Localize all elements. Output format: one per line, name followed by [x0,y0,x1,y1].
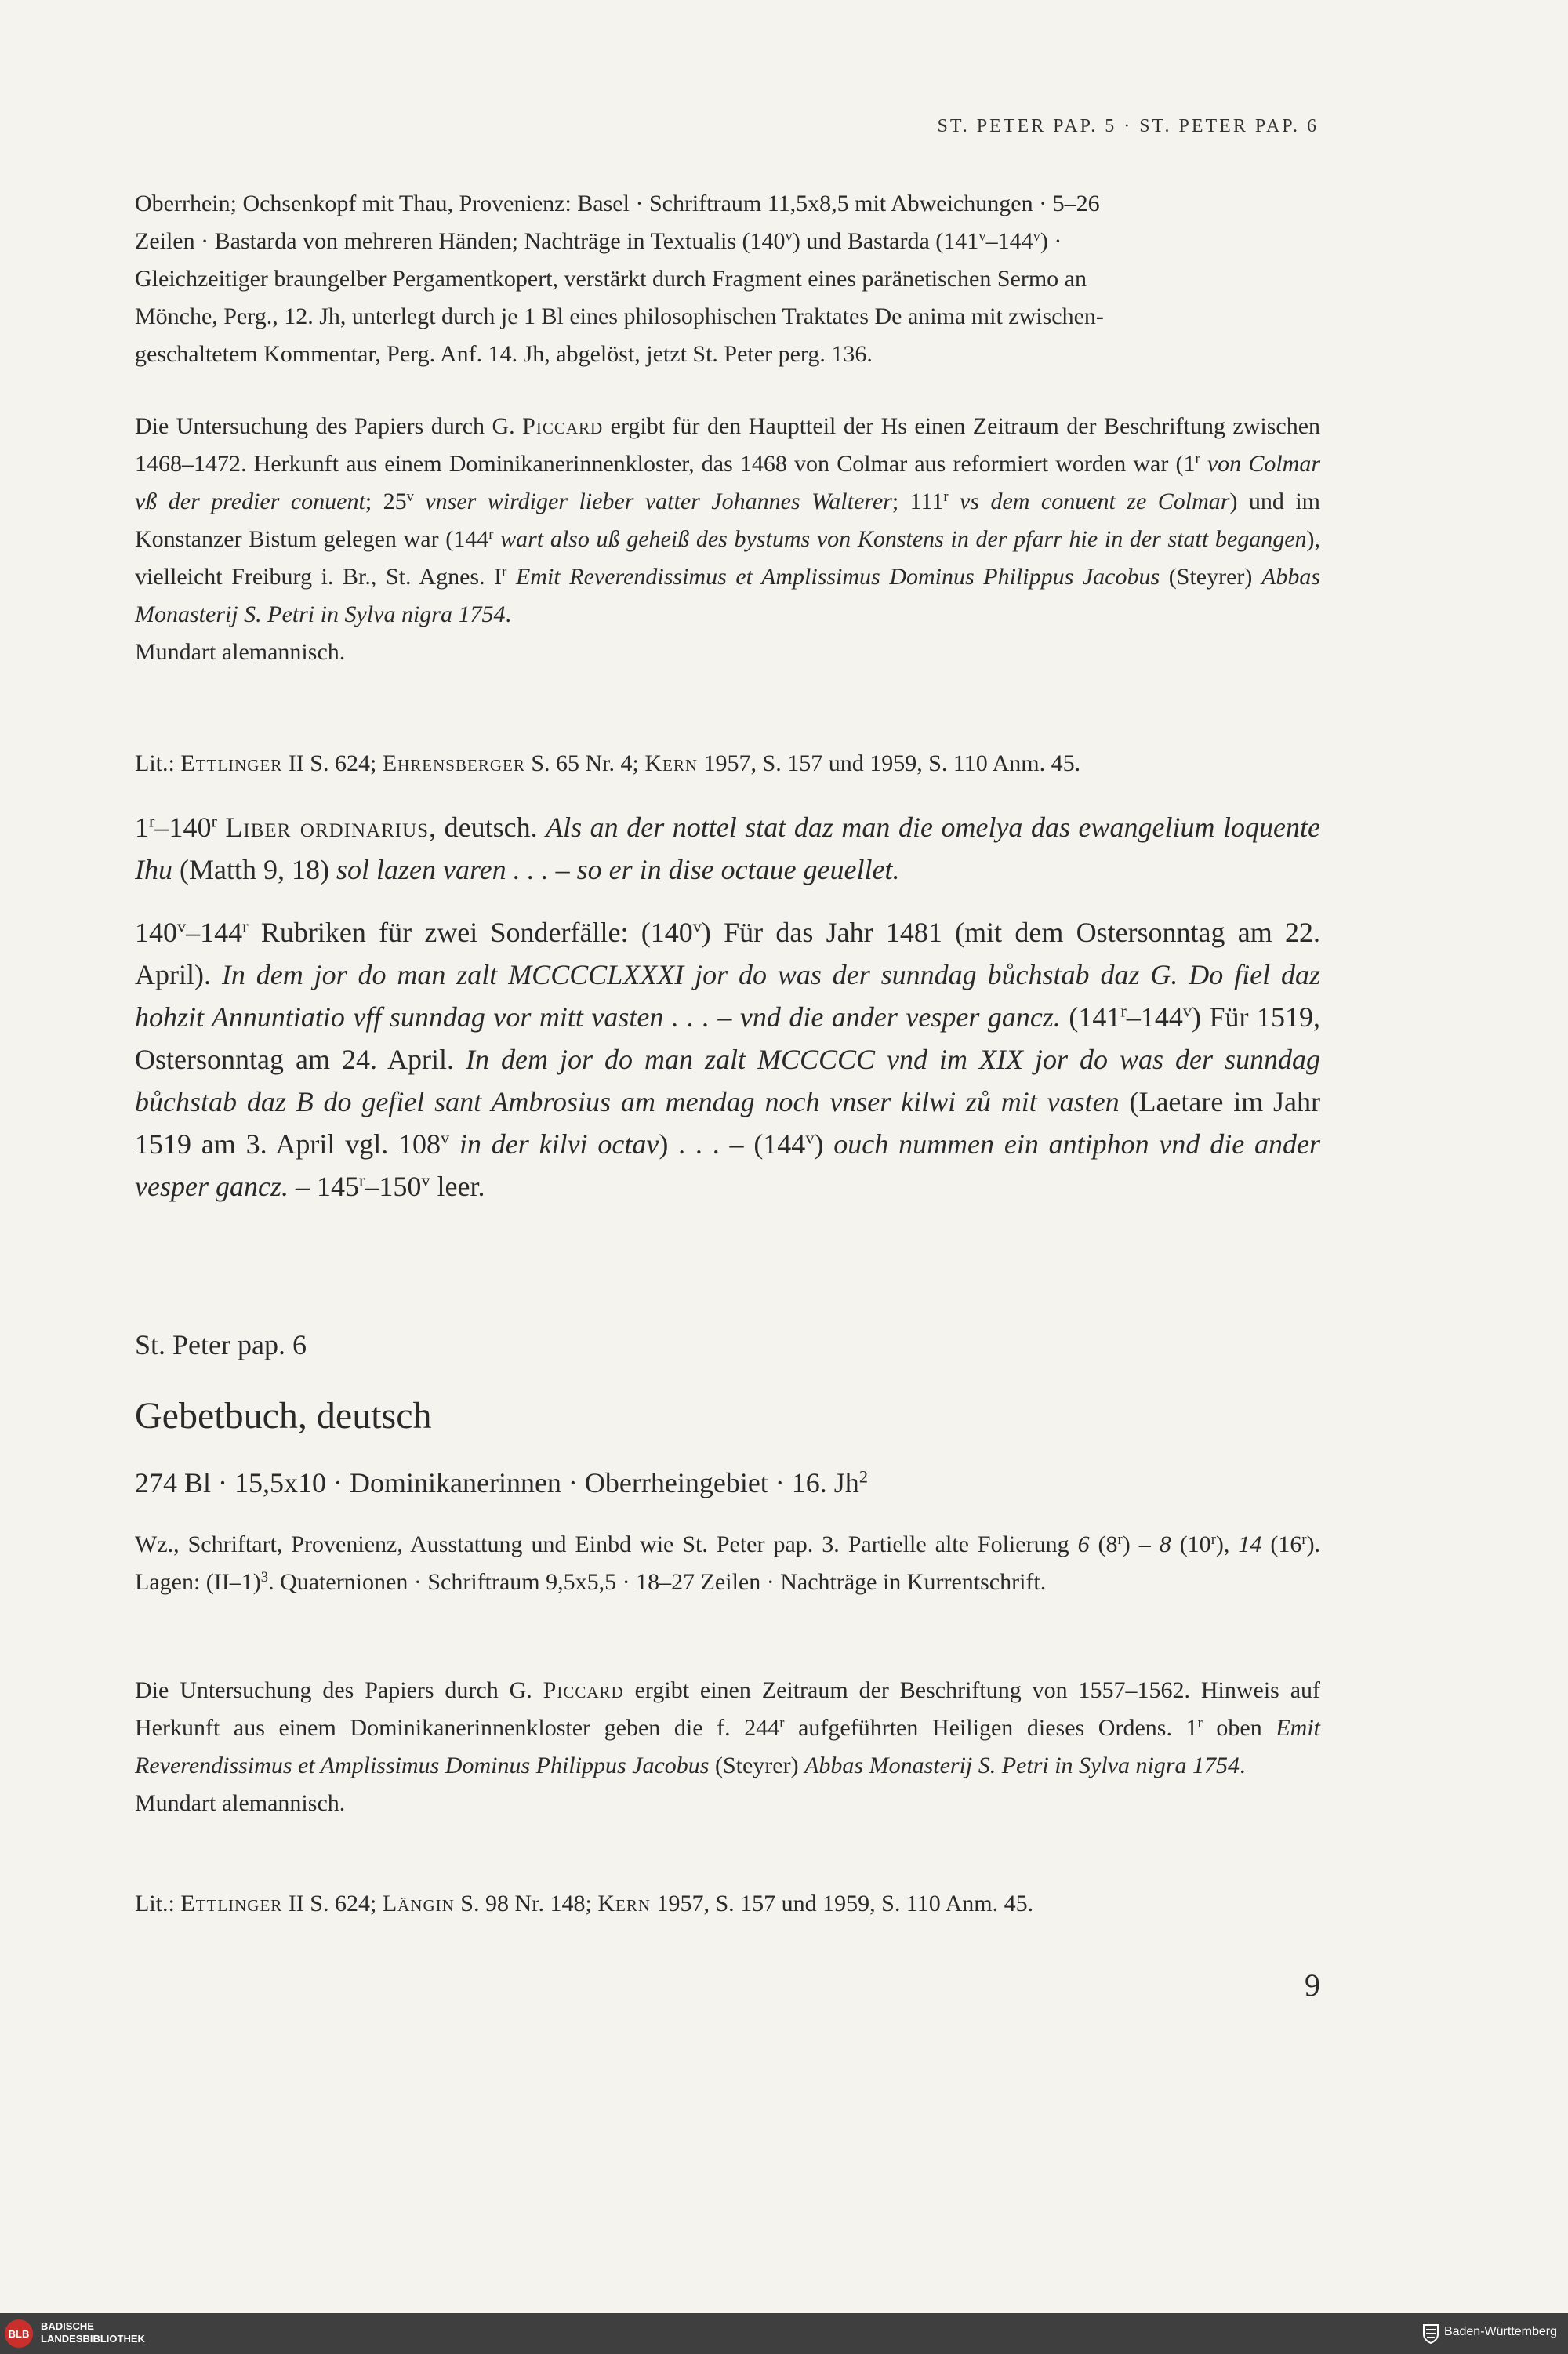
dialect-line: Mundart alemannisch. [135,639,346,665]
page-number: 9 [1305,1967,1320,2003]
signature-heading: St. Peter pap. 6 [135,1329,307,1360]
desc-line: Mönche, Perg., 12. Jh, unterlegt durch je 1 Bl eines philosophischen Traktates De anima mit zwischen- [135,303,1104,329]
analysis-paragraph: Die Untersuchung des Papiers durch G. Piccard ergibt für den Hauptteil der Hs einen Zeitraum der Beschriftung zwischen 1468–1472. Herkunft aus einem Dominikanerinnenkloster, das 1468 von Colmar aus reformiert worden war (1$^r$ von Colmar vß der predier conuent; 25$^v$ vnser wirdiger lieber vatter Johannes Walterer; 111$^r$ vs dem conuent ze Colmar) und im Konstanzer Bistum gelegen war (144$^r$ wart also uß geheiß des bystums von Konstens in der pfarr hie in der statt begangen), vielleicht Freiburg i. Br., St. Agnes. $I^r$ Emit Reverendissimus et Amplissimus Dominus Philippus Jacobus (Steyrer) Abbas Monasterij S. Petri in Sylva nigra 1754. [135,413,1321,627]
blb-logo-icon[interactable]: BLB [5,2319,33,2348]
viewer-footer [0,2313,1568,2354]
pap5-analysis [135,408,1320,671]
dialect-line: Mundart alemannisch. [135,1790,346,1816]
analysis-paragraph: Die Untersuchung des Papiers durch G. Piccard ergibt einen Zeitraum der Beschriftung von 1557–1562. Hinweis auf Herkunft aus einem Dominikanerinnenkloster geben die f. 244$^r$ aufgeführten Heiligen dieses Ordens. 1$^r$ oben Emit Reverendissimus et Amplissimus Dominus Philippus Jacobus (Steyrer) Abbas Monasterij S. Petri in Sylva nigra 1754. [135,1677,1321,1778]
pap5-entry-rubriken: 140$^v$–144$^r$ Rubriken für zwei Sonderfälle: (140$^v$) Für das Jahr 1481 (mit dem Ostersonntag am 22. April). In dem jor do man zalt MCCCCLXXXI jor do was der sunndag bůchstab daz G. Do fiel daz hohzit Annuntiatio vff sunndag vor mitt vasten . . . – vnd die ander vesper gancz. (141$^r$–144$^v$) Für 1519, Ostersonntag am 24. April. In dem jor do man zalt MCCCCC vnd im XIX jor do was der sunndag bůchstab daz B do gefiel sant Ambrosius am mendag noch vnser kilwi zů mit vasten (Laetare im Jahr 1519 am 3. April vgl. 108$^v$ in der kilvi octav) . . . – (144$^v$) ouch nummen ein antiphon vnd die ander vesper gancz. – 145$^r$–150$^v$ leer. [135,916,1321,1202]
pap6-summary-line: 274 Bl · 15,5x10 · Dominikanerinnen · Oberrheingebiet · 16. Jh$^2$ [135,1466,868,1498]
coat-of-arms-icon [1419,2322,1443,2345]
desc-line: geschaltetem Kommentar, Perg. Anf. 14. Jh, abgelöst, jetzt St. Peter perg. 136. [135,341,873,367]
pap5-literature: Lit.: Ettlinger II S. 624; Ehrensberger S. 65 Nr. 4; Kern 1957, S. 157 und 1959, S. 110 Anm. 45. [135,750,1081,776]
desc-line: Oberrhein; Ochsenkopf mit Thau, Provenienz: Basel · Schriftraum 11,5x8,5 mit Abweichungen · 5–26 [135,191,1100,216]
pap6-description: Wz., Schriftart, Provenienz, Ausstattung und Einbd wie St. Peter pap. 3. Partielle alte Folierung 6 (8$^r$) – 8 (10$^r$), 14 (16$^r$). Lagen: $(II-1)^3$. Quaternionen · Schriftraum 9,5x5,5 · 18–27 Zeilen · Nachträge in Kurrentschrift. [135,1531,1321,1595]
pap5-description [135,185,1320,373]
pap6-literature: Lit.: Ettlinger II S. 624; Längin S. 98 Nr. 148; Kern 1957, S. 157 und 1959, S. 110 Anm. 45. [135,1891,1034,1916]
desc-line: Zeilen · Bastarda von mehreren Händen; Nachträge in Textualis (140$^v$) und Bastarda $(141^v-144^v)$ · [135,227,1062,254]
library-name: BADISCHE LANDESBIBLIOTHEK [41,2320,145,2345]
state-label: Baden-Württemberg [1443,2325,1557,2338]
pap6-analysis [135,1672,1320,1822]
pap5-entry-liber-ordinarius: 1$^r$–140$^r$ Liber ordinarius, deutsch. Als an der nottel stat daz man die omelya das ewangelium loquente Ihu (Matth 9, 18) sol lazen varen . . . – so er in dise octaue geuellet. [135,811,1320,885]
running-head: ST. PETER PAP. 5 · ST. PETER PAP. 6 [937,116,1319,136]
page-title: Gebetbuch, deutsch [135,1395,432,1437]
desc-line: Gleichzeitiger braungelber Pergamentkopert, verstärkt durch Fragment eines paränetischen Sermo an [135,266,1087,292]
